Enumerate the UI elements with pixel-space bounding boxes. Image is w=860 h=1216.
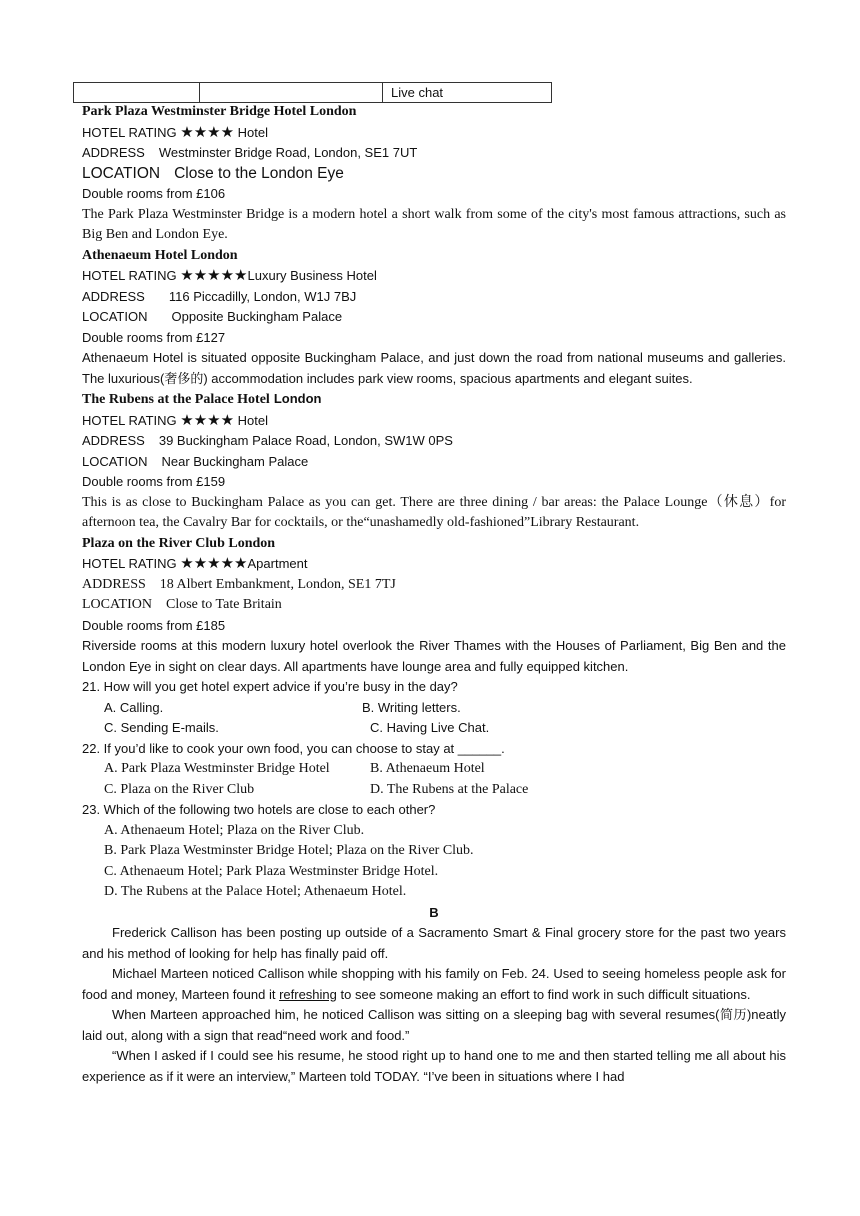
address-value: 39 Buckingham Palace Road, London, SW1W 0PS xyxy=(158,433,453,448)
rating-type: Luxury Business Hotel xyxy=(247,268,377,283)
address-label: ADDRESS xyxy=(82,288,145,304)
hotel-price: Double rooms from £106 xyxy=(82,186,226,201)
location-value: Near Buckingham Palace xyxy=(161,453,309,469)
paragraph: When Marteen approached him, he noticed Callison was sitting on a sleeping bag with several resumes(简历)neatly laid out, along with a sign that read“need work and food.” xyxy=(82,1007,786,1043)
hotel-address xyxy=(82,143,786,164)
rating-stars: ★★★★★ xyxy=(180,555,248,572)
rating-stars: ★★★★ xyxy=(180,411,235,429)
hotel-rating xyxy=(82,266,786,287)
option-c: C. Sending E-mails. xyxy=(104,720,219,735)
hotel-name: Plaza on the River Club London xyxy=(82,535,276,551)
option-a: A. Athenaeum Hotel; Plaza on the River Club. xyxy=(104,822,365,838)
hotel-description: Athenaeum Hotel is situated opposite Buckingham Palace, and just down the road from national museums and galleries. The luxurious(奢侈的) accommodation includes park view rooms, spacious apartments and elegant suites. xyxy=(82,350,786,386)
option-b: B. Writing letters. xyxy=(362,699,461,715)
option-row xyxy=(82,780,786,801)
option-row xyxy=(82,759,786,780)
location-label: LOCATION xyxy=(82,453,148,469)
location-label: LOCATION xyxy=(82,597,152,612)
section-heading: B xyxy=(429,904,439,920)
table-cell xyxy=(200,83,383,103)
underlined-word: refreshing xyxy=(279,986,337,1002)
option-d: D. The Rubens at the Palace xyxy=(370,781,529,797)
address-label: ADDRESS xyxy=(82,433,145,448)
hotel-price: Double rooms from £159 xyxy=(82,474,226,489)
hotel-name-suffix: London xyxy=(273,391,322,406)
hotel-description: Riverside rooms at this modern luxury hotel overlook the River Thames with the Houses of Parliament, Big Ben and the London Eye in sight on clear days. All apartments have lounge area and fully equipped kitchen. xyxy=(82,638,786,674)
rating-label: HOTEL RATING xyxy=(82,556,177,571)
option-c: C. Plaza on the River Club xyxy=(104,781,255,797)
hotel-name xyxy=(82,389,786,411)
table-cell-live-chat: Live chat xyxy=(383,83,552,103)
hotel-rating xyxy=(82,411,786,432)
hotel-location xyxy=(82,164,786,185)
question xyxy=(82,677,786,739)
hotel-price: Double rooms from £185 xyxy=(82,617,226,633)
option-d: C. Having Live Chat. xyxy=(370,720,490,735)
hotel-description: The Park Plaza Westminster Bridge is a modern hotel a short walk from some of the city's most famous attractions, such as Big Ben and London Eye. xyxy=(82,206,786,242)
rating-type: Apartment xyxy=(247,556,308,571)
question xyxy=(82,800,786,903)
hotel-name: Park Plaza Westminster Bridge Hotel London xyxy=(82,104,357,119)
address-label: ADDRESS xyxy=(82,145,145,160)
table-cell xyxy=(74,83,200,103)
location-value: Close to Tate Britain xyxy=(166,597,282,612)
paragraph-text: Michael Marteen noticed Callison while shopping with his family on Feb. 24. Used to seeing homeless people ask for food and money, Marteen found it xyxy=(82,966,786,1002)
option-row xyxy=(82,698,786,719)
rating-label: HOTEL RATING xyxy=(82,412,177,428)
hotel-name: Athenaeum Hotel London xyxy=(82,247,238,263)
location-value: Close to the London Eye xyxy=(174,164,344,182)
option-a: A. Calling. xyxy=(104,699,164,715)
hotel-listing xyxy=(82,246,786,390)
rating-stars: ★★★★ xyxy=(180,123,235,141)
hotel-rating xyxy=(82,123,786,144)
option-d: D. The Rubens at the Palace Hotel; Athenaeum Hotel. xyxy=(104,884,407,899)
question-stem: 21. How will you get hotel expert advice if you’re busy in the day? xyxy=(82,679,458,694)
hotel-address xyxy=(82,575,786,596)
location-label: LOCATION xyxy=(82,164,161,182)
contact-table xyxy=(73,82,552,103)
location-value: Opposite Buckingham Palace xyxy=(171,309,343,324)
rating-label: HOTEL RATING xyxy=(82,268,177,283)
hotel-price: Double rooms from £127 xyxy=(82,329,226,345)
rating-type: Hotel xyxy=(237,412,269,428)
address-value: Westminster Bridge Road, London, SE1 7UT xyxy=(158,145,418,160)
rating-stars: ★★★★★ xyxy=(180,267,248,284)
paragraph: “When I asked if I could see his resume, he stood right up to hand one to me and then started telling me all about his experience as if it were an interview,” Marteen told TODAY. “I’ve been in situations where I had xyxy=(82,1048,786,1084)
question-stem: 22. If you’d like to cook your own food, you can choose to stay at ______. xyxy=(82,740,505,756)
hotel-listing xyxy=(82,102,786,246)
question-stem: 23. Which of the following two hotels are close to each other? xyxy=(82,802,436,817)
address-label: ADDRESS xyxy=(82,576,146,592)
option-row xyxy=(82,718,786,739)
option-c: C. Athenaeum Hotel; Park Plaza Westminster Bridge Hotel. xyxy=(104,863,439,879)
address-value: 116 Piccadilly, London, W1J 7BJ xyxy=(168,288,357,304)
hotel-description: This is as close to Buckingham Palace as you can get. There are three dining / bar areas: the Palace Lounge（休息）for afternoon tea, the Cavalry Bar for cocktails, or the“unashamedly old-fashioned”Library Restaurant. xyxy=(82,494,786,530)
option-a: A. Park Plaza Westminster Bridge Hotel xyxy=(104,761,330,776)
hotel-listing xyxy=(82,389,786,534)
paragraph: Frederick Callison has been posting up outside of a Sacramento Smart & Final grocery store for the past two years and his method of looking for help has finally paid off. xyxy=(82,925,786,961)
location-label: LOCATION xyxy=(82,309,148,324)
option-b: B. Park Plaza Westminster Bridge Hotel; Plaza on the River Club. xyxy=(104,843,474,858)
option-b: B. Athenaeum Hotel xyxy=(370,761,485,776)
rating-type: Hotel xyxy=(237,124,269,140)
hotel-rating xyxy=(82,554,786,575)
address-value: 18 Albert Embankment, London, SE1 7TJ xyxy=(159,576,396,592)
paragraph xyxy=(82,964,786,1005)
hotel-address xyxy=(82,287,786,308)
hotel-listing xyxy=(82,534,786,678)
hotel-name-text: The Rubens at the Palace Hotel xyxy=(82,392,270,407)
hotel-location xyxy=(82,307,786,328)
rating-label: HOTEL RATING xyxy=(82,124,177,140)
document-body xyxy=(82,102,786,1087)
paragraph-text: to see someone making an effort to find work in such difficult situations. xyxy=(340,986,751,1002)
hotel-address xyxy=(82,431,786,452)
question xyxy=(82,739,786,801)
hotel-location xyxy=(82,595,786,616)
hotel-location xyxy=(82,452,786,473)
